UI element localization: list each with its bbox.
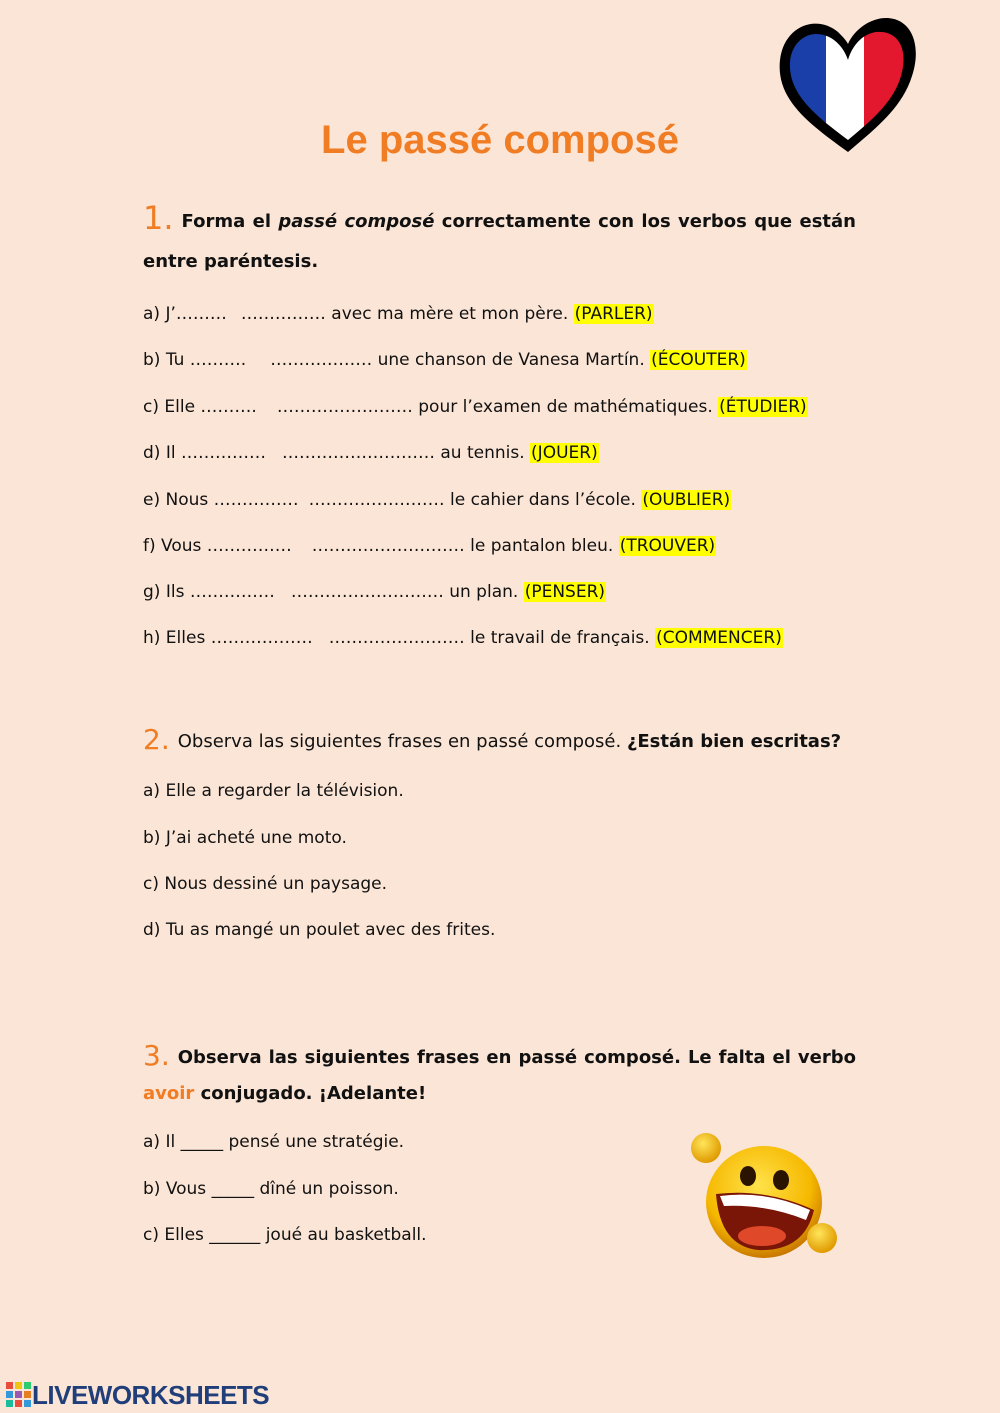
item-prefix: a) J’……… [143, 304, 227, 324]
exercise1-item-b [143, 348, 747, 372]
exercise3-item: b) Vous _____ dîné un poisson. [143, 1179, 399, 1199]
verb-highlight: (TROUVER) [619, 536, 716, 556]
exercise2-item: c) Nous dessiné un paysage. [143, 874, 388, 894]
section1-instruction [143, 198, 856, 282]
item-text: …………………… le travail de français. [328, 628, 650, 648]
verb-highlight: (ÉCOUTER) [651, 350, 746, 370]
page-title: Le passé composé [321, 118, 679, 162]
section2-instruction-a: Observa las siguientes frases en passé composé. [177, 731, 627, 752]
exercise1-item-a [143, 302, 654, 326]
item-text: ……………………… un plan. [290, 582, 519, 602]
exercise1-item-g [143, 580, 606, 604]
item-prefix: f) Vous …………… [143, 536, 292, 556]
section2-instruction [143, 720, 856, 762]
section2-number: 2. [143, 723, 170, 756]
exercise3-item: c) Elles ______ joué au basketball. [143, 1225, 427, 1245]
section3-instruction [143, 1038, 856, 1112]
item-prefix: d) Il …………… [143, 443, 266, 463]
item-text: ……………………… au tennis. [281, 443, 525, 463]
exercise1-item-f [143, 534, 716, 558]
item-prefix: g) Ils …………… [143, 582, 275, 602]
section1-instruction-b: correctamente con los verbos que están entre paréntesis. [143, 211, 856, 272]
verb-highlight: (PENSER) [524, 582, 606, 602]
item-text: …………………… le cahier dans l’école. [308, 490, 636, 510]
item-prefix: b) Tu ………. [143, 350, 247, 370]
liveworksheets-logo-icon [6, 1382, 32, 1408]
section3-instruction-b: conjugado. ¡Adelante! [194, 1083, 427, 1104]
exercise1-item-c [143, 395, 808, 419]
verb-highlight: (JOUER) [531, 443, 598, 463]
laughing-smiley-icon [686, 1128, 840, 1262]
verb-highlight: (PARLER) [574, 304, 653, 324]
section1-instruction-em: passé composé [278, 211, 435, 232]
section3-number: 3. [143, 1039, 170, 1072]
item-prefix: h) Elles ……………… [143, 628, 313, 648]
exercise3-item: a) Il _____ pensé une stratégie. [143, 1132, 405, 1152]
verb-highlight: (OUBLIER) [642, 490, 731, 510]
item-text: ……………… une chanson de Vanesa Martín. [270, 350, 645, 370]
section1-number: 1. [143, 199, 174, 237]
exercise2-item: a) Elle a regarder la télévision. [143, 781, 404, 801]
item-prefix: c) Elle ………. [143, 397, 257, 417]
exercise1-item-d [143, 441, 599, 465]
section2-instruction-b: ¿Están bien escritas? [626, 731, 842, 752]
item-text: …………………… pour l’examen de mathématiques. [276, 397, 713, 417]
section1-instruction-a: Forma el [181, 211, 279, 232]
exercise2-item: b) J’ai acheté une moto. [143, 828, 347, 848]
item-text: ……………………… le pantalon bleu. [311, 536, 614, 556]
section3-instruction-a: Observa las siguientes frases en passé composé. Le falta el verbo [177, 1047, 856, 1068]
french-flag-heart-icon [776, 12, 916, 154]
item-text: …………… avec ma mère et mon père. [240, 304, 569, 324]
liveworksheets-logo-text: LIVEWORKSHEETS [32, 1379, 270, 1410]
liveworksheets-logo [6, 1380, 269, 1410]
section3-instruction-verb: avoir [143, 1083, 195, 1104]
verb-highlight: (COMMENCER) [656, 628, 782, 648]
item-prefix: e) Nous …………… [143, 490, 299, 510]
exercise2-item: d) Tu as mangé un poulet avec des frites. [143, 920, 496, 940]
verb-highlight: (ÉTUDIER) [719, 397, 807, 417]
exercise1-item-e [143, 488, 731, 512]
exercise1-item-h [143, 626, 783, 650]
